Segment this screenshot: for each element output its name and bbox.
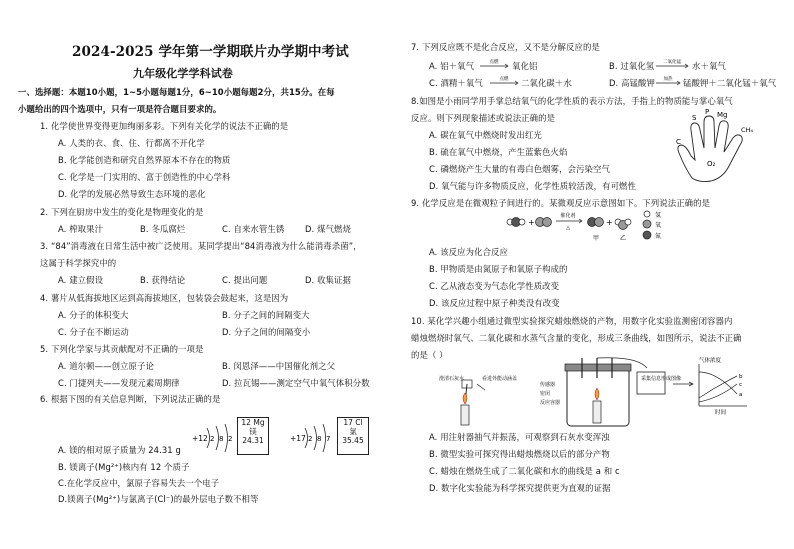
q9-option-a: A. 该反应为化合反应: [429, 247, 509, 257]
q9-legend-nitrogen: 氮: [655, 233, 662, 240]
cl-shell-1: 2: [308, 435, 313, 443]
q6-stem: 6. 根据下图的有关信息判断，下列说法正确的是: [40, 394, 221, 404]
q3-stem-line1: 3. “84”消毒液在日常生活中被广泛使用。某同学提出“84消毒液为什么能消毒杀菌”，: [40, 241, 362, 251]
q10-apparatus-diagram: [437, 358, 757, 428]
exam-title: 2024-2025 学年第一学期联片办学期中考试: [72, 44, 349, 60]
q9-option-d: D. 该反应过程中原子种类没有改变: [429, 298, 560, 308]
hand-mg: Mg: [717, 111, 728, 119]
q10-stem-line2: 蜡烛燃烧时氧气、二氧化碳和水蒸气含量的变化，形成三条曲线，如图所示，说法不正确: [411, 333, 742, 343]
q3-option-a: A. 建立假设: [58, 275, 104, 285]
q4-option-c: C. 分子在不断运动: [58, 327, 129, 337]
q7-cond-b: 二氧化锰: [663, 60, 681, 65]
q8-option-b: B. 硫在氧气中燃烧，产生蓝紫色火焰: [429, 147, 568, 157]
q1-option-c: C. 化学是一门实用的、富于创造性的中心学科: [58, 172, 231, 182]
q2-option-a: A. 榨取果汁: [58, 224, 104, 234]
q7-option-c-product: 二氧化碳＋水: [521, 78, 572, 88]
q8-option-d: D. 氧气能与许多物质反应，化学性质较活泼，有可燃性: [429, 181, 636, 191]
q7-arrow-a: [479, 58, 509, 70]
q9-option-c: C. 乙从液态变为气态化学性质改变: [429, 281, 560, 291]
q7-cond-c: 点燃: [499, 77, 509, 82]
mg-name: 镁: [249, 427, 257, 436]
q10-stem-line1: 10. 某化学兴趣小组通过微型实验探究蜡烛燃烧的产物，用数字化实验监测密闭容器内: [411, 316, 733, 326]
cl-mass: 35.45: [342, 436, 364, 445]
mg-element-card: [237, 417, 269, 455]
q7-option-b: B. 过氧化氢: [609, 61, 655, 71]
q6-option-a: A. 镁的相对原子质量为 24.31 g: [58, 445, 181, 455]
hand-o2: O₂: [707, 160, 716, 168]
q9-label-jia: 甲: [592, 235, 600, 242]
q4-option-b: B. 分子之间的间隔变大: [222, 310, 310, 320]
q9-legend-hydrogen: 氢: [655, 212, 662, 219]
q2-option-b: B. 冬瓜腐烂: [140, 224, 186, 234]
q3-option-b: B. 获得结论: [140, 275, 186, 285]
hand-p: P: [705, 108, 710, 116]
q9-label-yi: 乙: [619, 235, 627, 242]
mg-shell-1: 2: [210, 435, 215, 443]
q9-legend-oxygen: 氧: [655, 222, 662, 229]
mg-shell-3: 2: [228, 435, 233, 443]
hand-ch4: CH₄: [741, 126, 754, 134]
cl-shell-3: 7: [326, 435, 331, 443]
q10-curve-b: b: [739, 374, 743, 380]
q8-option-a: A. 碳在氧气中燃烧时发出红光: [429, 130, 542, 140]
cl-symbol: Cl: [355, 418, 363, 427]
mg-mass: 24.31: [242, 436, 264, 445]
q6-option-c: C.在化学反应中，氯原子容易失去一个电子: [58, 478, 220, 488]
q10-label-limewater: 澄清石灰水: [439, 376, 465, 382]
q10-curve-a: a: [739, 392, 743, 398]
q10-label-sealed: 密闭: [540, 391, 551, 397]
q10-label-syringe: 看进外能动涵盖: [482, 376, 518, 382]
q9-stem: 9. 化学反应是在微观粒子间进行的。某微观反应示意图如下。下列说法正确的是: [411, 198, 711, 208]
svg-text:+: +: [606, 218, 613, 227]
mg-symbol: Mg: [253, 418, 265, 427]
q7-option-c: C. 酒精＋氧气: [429, 78, 483, 88]
q7-arrow-c: [489, 75, 519, 87]
q10-curve-c: c: [739, 382, 743, 388]
q7-stem: 7. 下列反应既不是化合反应，又不是分解反应的是: [411, 42, 600, 52]
q9-catalyst: 催化剂: [560, 213, 576, 219]
q4-stem: 4. 薯片从低海拔地区运到高海拔地区，包装袋会鼓起来，这是因为: [40, 293, 289, 303]
q2-option-d: D. 煤气燃烧: [305, 224, 351, 234]
q9-heat: △: [566, 225, 570, 231]
hand-diagram: [667, 108, 777, 188]
q4-option-a: A. 分子的体积变大: [58, 310, 129, 320]
q9-option-b: B. 甲物质是由氮原子和氧原子构成的: [429, 264, 568, 274]
q5-option-d: D. 拉瓦锡——测定空气中氧气体积分数: [222, 378, 370, 388]
q8-stem-line1: 8.如图是小雨同学用手掌总结氧气的化学性质的表示方法，手指上的物质能与掌心氧气: [411, 96, 733, 106]
q2-stem: 2. 下列在厨房中发生的变化是物理变化的是: [40, 207, 204, 217]
q4-option-d: D. 分子之间的间隔变小: [222, 327, 311, 337]
q6-option-d: D.镁离子(Mg²⁺)与氯离子(Cl⁻)的最外层电子数不相等: [58, 494, 259, 504]
q10-option-a: A. 用注射器抽气并振荡，可观察到石灰水变浑浊: [429, 432, 610, 442]
cl-shell-2: 8: [317, 435, 322, 443]
section1-line2: 小题给出的四个选项中，只有一项是符合题目要求的。: [18, 104, 222, 114]
q5-option-b: B. 闵恩泽——中国催化剂之父: [222, 361, 336, 371]
mg-nucleus: +12: [192, 434, 208, 443]
cl-element-card: [337, 417, 369, 455]
svg-text:+: +: [528, 218, 535, 227]
q3-option-c: C. 提出问题: [222, 275, 268, 285]
q5-stem: 5. 下列化学家与其贡献配对不正确的一项是: [40, 344, 204, 354]
q10-option-c: C. 蜡烛在燃烧生成了二氧化碳和水的曲线是 a 和 c: [429, 466, 620, 476]
q3-stem-line2: 这属于科学探究中的: [40, 258, 117, 268]
q8-stem-line2: 反应。则下列现象描述或说法正确的是: [411, 113, 556, 123]
q1-stem: 1. 化学使世界变得更加绚丽多彩。下列有关化学的说法不正确的是: [40, 121, 289, 131]
cl-atom-diagram: [288, 418, 338, 458]
q7-cond-a: 点燃: [489, 60, 499, 65]
q1-option-a: A. 人类的衣、食、住、行都离不开化学: [58, 138, 205, 148]
cl-number: 17: [343, 418, 353, 427]
mg-atom-diagram: [190, 418, 240, 458]
q10-y-axis-label: 气体浓度: [699, 358, 722, 364]
q7-option-a-product: 氧化铝: [512, 61, 538, 71]
q10-x-axis-label: 时间: [715, 410, 727, 416]
q2-option-c: C. 自来水管生锈: [222, 224, 285, 234]
cl-name: 氯: [349, 427, 357, 436]
q9-reaction-diagram: [502, 210, 682, 244]
q6-option-b: B. 镁离子(Mg²⁺)核内有 12 个质子: [58, 462, 190, 472]
q7-option-d: D. 高锰酸钾: [609, 78, 655, 88]
q5-option-c: C. 门捷列夫——发现元素周期律: [58, 378, 180, 388]
q7-option-d-product: 锰酸钾＋二氧化锰＋氧气: [683, 78, 777, 88]
q7-cond-d: 加热: [663, 77, 673, 82]
q5-option-a: A. 道尔顿——创立原子论: [58, 361, 154, 371]
q10-label-collect: 采集信息形成图像: [641, 376, 682, 382]
q10-option-b: B. 微型实验可探究得出蜡烛燃烧以后的部分产物: [429, 449, 610, 459]
section1-line1: 一、选择题：本题10小题，1~5小题每题1分，6~10小题每题2分，共15分。在每: [18, 87, 335, 97]
q10-option-d: D. 数字化实验能为科学探究提供更为直观的证据: [429, 483, 611, 493]
q7-arrow-b: [655, 58, 689, 70]
q10-stem-line3: 的是（ ）: [411, 350, 448, 360]
exam-subtitle: 九年级化学学科试卷: [133, 67, 233, 80]
hand-c: C: [676, 138, 681, 146]
q10-label-vessel: 反应容器: [540, 400, 561, 406]
hand-s: S: [692, 114, 697, 122]
right-column: [397, 0, 794, 549]
q1-option-b: B. 化学能创造和研究自然界原本不存在的物质: [58, 155, 231, 165]
q7-option-a: A. 铝＋氧气: [429, 61, 475, 71]
q10-label-sensor: 传感器: [540, 382, 556, 388]
q7-option-b-product: 水＋氧气: [692, 61, 726, 71]
q7-arrow-d: [655, 75, 681, 87]
q3-option-d: D. 收集证据: [305, 275, 351, 285]
mg-shell-2: 8: [219, 435, 224, 443]
cl-nucleus: +17: [290, 434, 306, 443]
q8-option-c: C. 磷燃烧产生大量的有毒白色烟雾，会污染空气: [429, 164, 610, 174]
q1-option-d: D. 化学的发展必然导致生态环境的恶化: [58, 189, 206, 199]
mg-number: 12: [241, 418, 251, 427]
